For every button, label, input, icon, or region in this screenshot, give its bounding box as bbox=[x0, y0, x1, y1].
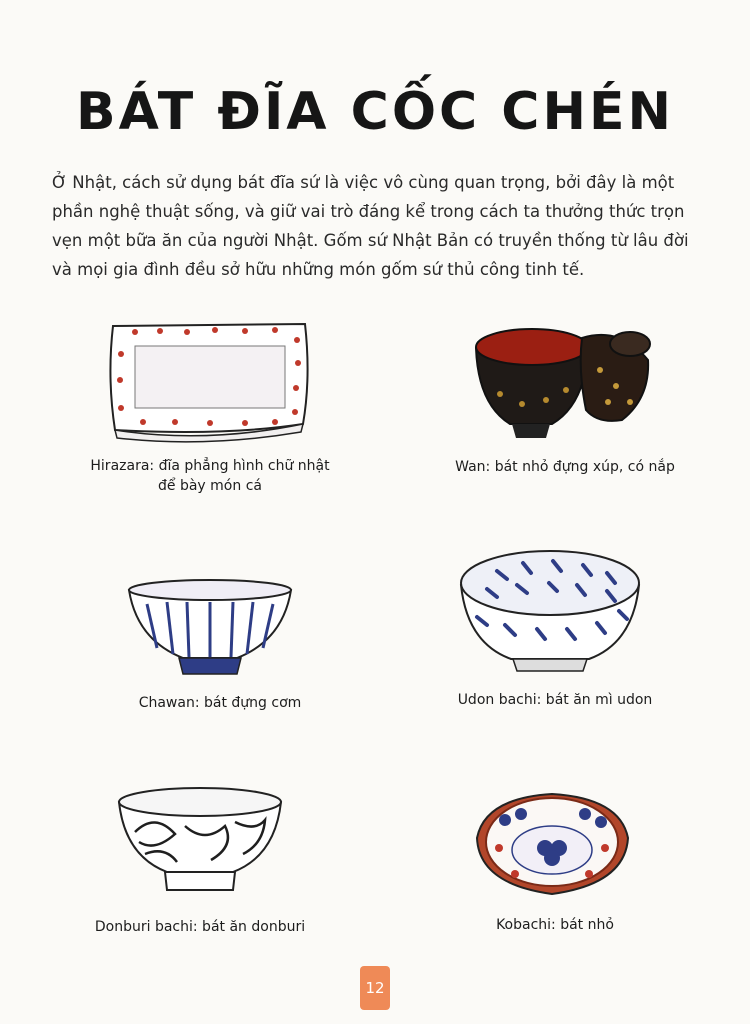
kobachi-illustration bbox=[475, 790, 630, 900]
udon-caption: Udon bachi: bát ăn mì udon bbox=[457, 692, 653, 708]
donburi-illustration bbox=[115, 782, 285, 897]
hirazara-illustration bbox=[105, 318, 315, 443]
udon-illustration bbox=[457, 545, 643, 677]
hirazara-caption-line1: Hirazara: đĩa phẳng hình chữ nhật bbox=[90, 458, 330, 474]
kobachi-caption: Kobachi: bát nhỏ bbox=[496, 917, 614, 933]
donburi-caption: Donburi bachi: bát ăn donburi bbox=[94, 919, 306, 935]
chawan-illustration bbox=[125, 578, 295, 678]
chawan-caption: Chawan: bát đựng cơm bbox=[138, 695, 302, 711]
hirazara-caption bbox=[75, 456, 345, 496]
wan-caption: Wan: bát nhỏ đựng xúp, có nắp bbox=[455, 459, 675, 475]
hirazara-caption-line2: để bày món cá bbox=[158, 478, 262, 494]
wan-illustration bbox=[470, 320, 670, 445]
page-title: BÁT ĐĨA CỐC CHÉN bbox=[75, 82, 675, 142]
intro-paragraph: Ở Nhật, cách sử dụng bát đĩa sứ là việc vô cùng quan trọng, bởi đây là một phần nghệ thuật sống, và giữ vai trò đáng kể trong cách ta thưởng thức trọn vẹn một bữa ăn của người Nhật. Gốm sứ Nhật Bản có truyền thống từ lâu đời và mọi gia đình đều sở hữu những món gốm sứ thủ công tinh tế. bbox=[52, 173, 689, 279]
page-number: 12 bbox=[360, 966, 390, 1010]
